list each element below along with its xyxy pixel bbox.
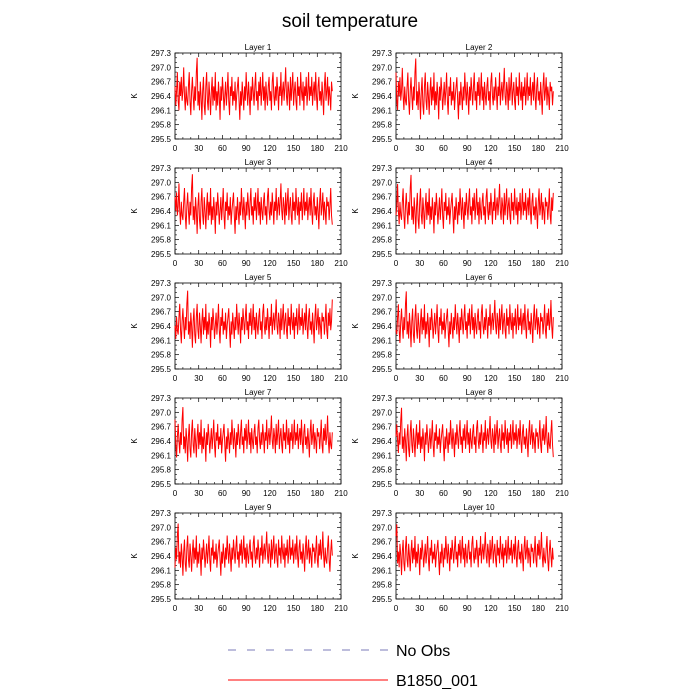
x-tick-label: 0 <box>172 604 178 613</box>
x-tick-label: 90 <box>241 259 251 268</box>
y-tick-label: 295.8 <box>371 465 392 475</box>
y-tick-label: 296.4 <box>150 322 171 331</box>
y-tick-label: 297.3 <box>150 509 171 518</box>
y-tick-label: 296.1 <box>371 566 392 576</box>
y-tick-label: 295.8 <box>150 350 171 360</box>
y-tick-label: 296.7 <box>150 537 171 547</box>
y-tick-label: 295.5 <box>150 480 171 489</box>
x-tick-label: 0 <box>393 374 399 383</box>
x-tick-label: 210 <box>334 489 348 498</box>
y-axis-label: K <box>351 438 360 444</box>
x-tick-label: 120 <box>263 259 277 268</box>
panel-layer-7 <box>130 388 348 498</box>
y-tick-label: 296.7 <box>371 307 392 317</box>
series-line-b1850-001 <box>396 524 553 575</box>
y-tick-label: 297.0 <box>371 523 392 533</box>
y-tick-label: 296.1 <box>150 566 171 576</box>
x-tick-label: 90 <box>462 259 472 268</box>
series-line-b1850-001 <box>396 58 553 119</box>
x-tick-label: 30 <box>415 259 425 268</box>
y-tick-label: 296.7 <box>150 307 171 317</box>
x-tick-label: 90 <box>462 604 472 613</box>
series-line-b1850-001 <box>175 524 332 576</box>
y-tick-label: 295.8 <box>150 235 171 245</box>
x-tick-label: 180 <box>310 604 324 613</box>
series-line-b1850-001 <box>175 174 332 234</box>
x-tick-label: 60 <box>217 604 227 613</box>
x-tick-label: 120 <box>484 489 498 498</box>
x-tick-label: 120 <box>484 374 498 383</box>
x-tick-label: 60 <box>438 259 448 268</box>
x-tick-label: 90 <box>241 489 251 498</box>
x-tick-label: 60 <box>217 489 227 498</box>
x-tick-label: 150 <box>286 144 301 153</box>
legend <box>228 643 478 690</box>
y-tick-label: 297.3 <box>371 279 392 288</box>
x-tick-label: 210 <box>334 259 348 268</box>
panel-layer-5 <box>130 273 348 383</box>
x-tick-label: 0 <box>393 144 399 153</box>
x-tick-label: 210 <box>555 374 569 383</box>
y-tick-label: 295.8 <box>150 465 171 475</box>
panel-title: Layer 5 <box>244 273 272 282</box>
y-tick-label: 296.4 <box>371 92 392 101</box>
x-tick-label: 30 <box>194 144 204 153</box>
series-line-b1850-001 <box>175 407 332 462</box>
x-tick-label: 60 <box>217 259 227 268</box>
y-axis-label: K <box>130 208 139 214</box>
panel-title: Layer 2 <box>465 43 493 52</box>
y-tick-label: 297.0 <box>150 408 171 418</box>
x-tick-label: 30 <box>415 374 425 383</box>
x-tick-label: 210 <box>555 489 569 498</box>
x-tick-label: 60 <box>217 144 227 153</box>
panel-layer-2 <box>351 43 569 153</box>
x-tick-label: 180 <box>310 144 324 153</box>
y-tick-label: 296.1 <box>150 221 171 231</box>
x-tick-label: 30 <box>194 259 204 268</box>
y-tick-label: 295.8 <box>371 235 392 245</box>
x-tick-label: 0 <box>172 374 178 383</box>
panel-layer-4 <box>351 158 569 268</box>
y-tick-label: 297.0 <box>371 408 392 418</box>
x-tick-label: 180 <box>310 374 324 383</box>
y-tick-label: 295.5 <box>150 365 171 374</box>
x-tick-label: 60 <box>217 374 227 383</box>
x-tick-label: 90 <box>462 489 472 498</box>
y-tick-label: 297.3 <box>371 164 392 173</box>
y-tick-label: 296.7 <box>371 537 392 547</box>
y-tick-label: 297.0 <box>150 523 171 533</box>
panel-title: Layer 7 <box>244 388 272 397</box>
panel-title: Layer 8 <box>465 388 493 397</box>
x-tick-label: 180 <box>310 259 324 268</box>
x-tick-label: 0 <box>393 259 399 268</box>
y-tick-label: 297.0 <box>371 178 392 188</box>
x-tick-label: 210 <box>555 144 569 153</box>
series-line-b1850-001 <box>175 291 332 348</box>
y-tick-label: 295.5 <box>371 250 392 259</box>
x-tick-label: 60 <box>438 374 448 383</box>
panel-layer-9 <box>130 503 348 613</box>
x-tick-label: 150 <box>286 604 301 613</box>
y-tick-label: 295.5 <box>150 135 171 144</box>
x-tick-label: 210 <box>334 604 348 613</box>
y-tick-label: 296.1 <box>371 221 392 231</box>
panel-title: Layer 6 <box>465 273 493 282</box>
panel-title: Layer 4 <box>465 158 493 167</box>
x-tick-label: 180 <box>531 259 545 268</box>
x-tick-label: 180 <box>531 604 545 613</box>
y-axis-label: K <box>351 553 360 559</box>
x-tick-label: 150 <box>286 259 301 268</box>
y-axis-label: K <box>130 323 139 329</box>
x-tick-label: 30 <box>415 144 425 153</box>
panel-title: Layer 1 <box>244 43 272 52</box>
x-tick-label: 60 <box>438 489 448 498</box>
y-tick-label: 296.1 <box>150 106 171 116</box>
panel-title: Layer 9 <box>244 503 272 512</box>
y-tick-label: 297.3 <box>371 49 392 58</box>
x-tick-label: 0 <box>393 604 399 613</box>
x-tick-label: 90 <box>241 374 251 383</box>
x-tick-label: 180 <box>531 489 545 498</box>
y-tick-label: 296.4 <box>371 207 392 216</box>
y-tick-label: 297.0 <box>150 63 171 73</box>
y-tick-label: 296.1 <box>150 336 171 346</box>
x-tick-label: 150 <box>286 374 301 383</box>
x-tick-label: 30 <box>415 489 425 498</box>
y-tick-label: 295.5 <box>371 135 392 144</box>
y-tick-label: 296.7 <box>371 77 392 87</box>
x-tick-label: 30 <box>194 604 204 613</box>
series-line-b1850-001 <box>396 175 553 233</box>
x-tick-label: 90 <box>241 144 251 153</box>
panel-layer-1 <box>130 43 348 153</box>
y-tick-label: 295.8 <box>371 350 392 360</box>
x-tick-label: 150 <box>507 144 522 153</box>
x-tick-label: 150 <box>507 604 522 613</box>
y-tick-label: 295.8 <box>150 580 171 590</box>
y-axis-label: K <box>130 93 139 99</box>
x-tick-label: 150 <box>507 374 522 383</box>
y-tick-label: 297.3 <box>150 394 171 403</box>
y-tick-label: 297.3 <box>150 279 171 288</box>
y-tick-label: 297.3 <box>371 509 392 518</box>
x-tick-label: 180 <box>531 374 545 383</box>
panel-layer-3 <box>130 158 348 268</box>
y-tick-label: 296.4 <box>150 207 171 216</box>
y-tick-label: 295.5 <box>150 595 171 604</box>
panel-title: Layer 10 <box>463 503 495 512</box>
y-tick-label: 297.3 <box>150 164 171 173</box>
x-tick-label: 30 <box>194 489 204 498</box>
y-tick-label: 296.1 <box>150 451 171 461</box>
x-tick-label: 120 <box>263 144 277 153</box>
x-tick-label: 210 <box>334 144 348 153</box>
series-line-b1850-001 <box>396 408 553 461</box>
y-tick-label: 295.8 <box>371 120 392 130</box>
x-tick-label: 0 <box>172 144 178 153</box>
legend-label-2: B1850_001 <box>396 673 478 690</box>
series-line-b1850-001 <box>396 291 553 347</box>
figure-title: soil temperature <box>281 11 419 32</box>
y-tick-label: 296.1 <box>371 336 392 346</box>
y-tick-label: 295.8 <box>150 120 171 130</box>
y-axis-label: K <box>351 93 360 99</box>
y-tick-label: 296.4 <box>371 437 392 446</box>
x-tick-label: 60 <box>438 144 448 153</box>
x-tick-label: 90 <box>462 374 472 383</box>
panel-title: Layer 3 <box>244 158 272 167</box>
x-tick-label: 120 <box>484 144 498 153</box>
y-tick-label: 296.7 <box>150 192 171 202</box>
y-axis-label: K <box>130 438 139 444</box>
panel-layer-6 <box>351 273 569 383</box>
y-tick-label: 296.4 <box>150 552 171 561</box>
y-tick-label: 296.4 <box>150 92 171 101</box>
y-tick-label: 295.5 <box>150 250 171 259</box>
x-tick-label: 210 <box>334 374 348 383</box>
y-tick-label: 297.0 <box>371 293 392 303</box>
y-tick-label: 296.4 <box>371 552 392 561</box>
x-tick-label: 150 <box>286 489 301 498</box>
y-tick-label: 295.5 <box>371 365 392 374</box>
x-tick-label: 60 <box>438 604 448 613</box>
x-tick-label: 210 <box>555 604 569 613</box>
y-tick-label: 295.8 <box>371 580 392 590</box>
x-tick-label: 120 <box>263 374 277 383</box>
y-axis-label: K <box>351 323 360 329</box>
x-tick-label: 0 <box>172 259 178 268</box>
y-tick-label: 296.1 <box>371 106 392 116</box>
legend-label-1: No Obs <box>396 643 451 660</box>
panel-grid <box>130 43 569 613</box>
y-tick-label: 295.5 <box>371 595 392 604</box>
y-tick-label: 296.7 <box>150 77 171 87</box>
x-tick-label: 90 <box>462 144 472 153</box>
y-tick-label: 297.3 <box>150 49 171 58</box>
y-axis-label: K <box>351 208 360 214</box>
y-axis-label: K <box>130 553 139 559</box>
y-tick-label: 297.0 <box>371 63 392 73</box>
y-tick-label: 297.3 <box>371 394 392 403</box>
panel-layer-10 <box>351 503 569 613</box>
x-tick-label: 0 <box>393 489 399 498</box>
y-tick-label: 296.7 <box>371 192 392 202</box>
x-tick-label: 120 <box>484 604 498 613</box>
x-tick-label: 120 <box>263 489 277 498</box>
x-tick-label: 180 <box>531 144 545 153</box>
x-tick-label: 150 <box>507 489 522 498</box>
y-tick-label: 296.7 <box>371 422 392 432</box>
x-tick-label: 30 <box>194 374 204 383</box>
y-tick-label: 296.4 <box>371 322 392 331</box>
x-tick-label: 0 <box>172 489 178 498</box>
y-tick-label: 295.5 <box>371 480 392 489</box>
x-tick-label: 120 <box>263 604 277 613</box>
x-tick-label: 90 <box>241 604 251 613</box>
y-tick-label: 296.1 <box>371 451 392 461</box>
y-tick-label: 296.4 <box>150 437 171 446</box>
series-line-b1850-001 <box>175 58 332 120</box>
y-tick-label: 296.7 <box>150 422 171 432</box>
x-tick-label: 210 <box>555 259 569 268</box>
y-tick-label: 297.0 <box>150 178 171 188</box>
x-tick-label: 150 <box>507 259 522 268</box>
x-tick-label: 30 <box>415 604 425 613</box>
x-tick-label: 180 <box>310 489 324 498</box>
y-tick-label: 297.0 <box>150 293 171 303</box>
panel-layer-8 <box>351 388 569 498</box>
x-tick-label: 120 <box>484 259 498 268</box>
